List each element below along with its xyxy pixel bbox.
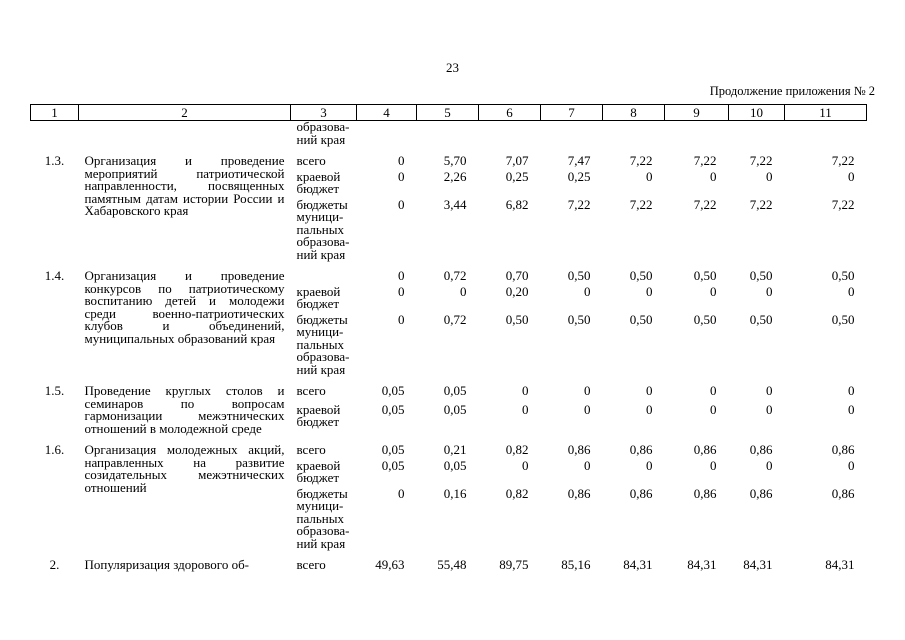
item-description: Организация молодежных акций, направленных на развитие созидательных межэтнических отношений (84, 442, 285, 495)
carry-over-row (31, 121, 867, 147)
value-cell: 0,86 (749, 442, 773, 457)
value-cell: 0,25 (505, 168, 529, 184)
funding-source: бюджеты муници- пальных образова- ний края (296, 485, 350, 551)
value-cell: 0,86 (567, 442, 591, 457)
item-number: 1.6. (44, 442, 65, 457)
value-cell: 0 (710, 457, 717, 473)
value-cell: 0 (710, 401, 717, 417)
item-number: 1.3. (44, 153, 65, 168)
value-cell: 0,86 (831, 442, 855, 457)
item-number: 2. (49, 557, 60, 572)
value-cell: 7,22 (629, 153, 653, 168)
value-cell: 0 (584, 283, 591, 299)
value-cell: 0,86 (567, 485, 591, 501)
value-cell: 0,72 (443, 311, 467, 327)
value-cell: 0,05 (443, 383, 467, 398)
value-cell: 0 (766, 457, 773, 473)
value-cell: 0,20 (505, 283, 529, 299)
value-cell: 0 (766, 383, 773, 398)
value-cell: 7,22 (629, 196, 653, 212)
item-description: Популяризация здорового об- (84, 557, 250, 572)
value-cell: 0,05 (443, 457, 467, 473)
header-cell-6: 6 (479, 105, 541, 121)
value-cell: 0,86 (629, 442, 653, 457)
value-cell: 0,86 (629, 485, 653, 501)
value-cell: 0 (398, 268, 405, 283)
value-cell: 0,86 (749, 485, 773, 501)
value-cell: 0 (848, 283, 855, 299)
value-cell: 49,63 (375, 557, 405, 572)
value-cell: 84,31 (825, 557, 855, 572)
empty-cell (665, 121, 729, 147)
value-cell: 0,05 (381, 383, 405, 398)
funding-source: краевой бюджет (296, 401, 341, 430)
value-cell: 0,21 (443, 442, 467, 457)
value-cell: 0,50 (693, 268, 717, 283)
header-cell-3: 3 (291, 105, 357, 121)
value-cell: 0,50 (505, 311, 529, 327)
value-cell: 0,86 (693, 485, 717, 501)
value-cell: 0 (710, 168, 717, 184)
table-body (31, 121, 867, 572)
funding-source: всего (296, 557, 326, 572)
value-cell: 0 (398, 485, 405, 501)
value-cell: 0,50 (629, 268, 653, 283)
value-cell: 0 (848, 401, 855, 417)
value-cell: 0 (646, 283, 653, 299)
funding-source: краевой бюджет (296, 168, 341, 196)
value-cell: 7,22 (567, 196, 591, 212)
value-cell: 0 (646, 401, 653, 417)
funding-source (291, 267, 357, 283)
value-cell: 0 (522, 383, 529, 398)
value-cell: 85,16 (561, 557, 591, 572)
value-cell: 0 (398, 311, 405, 327)
funding-source: краевой бюджет (296, 457, 341, 485)
item-description: Проведение круглых столов и семинаров по вопросам гармонизации межэтнических отношений в молодежной среде (84, 383, 285, 436)
value-cell: 0,05 (381, 442, 405, 457)
empty-cell (79, 121, 291, 147)
table-row (31, 556, 867, 572)
funding-source: бюджеты муници- пальных образова- ний края (296, 196, 350, 262)
value-cell: 0 (848, 168, 855, 184)
value-cell: 0,86 (693, 442, 717, 457)
value-cell: 0,82 (505, 485, 529, 501)
value-cell: 84,31 (687, 557, 717, 572)
item-description: Организация и проведение мероприятий патриотической направленности, посвященных памятным датам истории России и Хабаровского края (84, 153, 285, 218)
empty-cell (417, 121, 479, 147)
value-cell: 0 (398, 168, 405, 184)
value-cell: 7,22 (831, 196, 855, 212)
header-cell-9: 9 (665, 105, 729, 121)
value-cell: 0,05 (381, 457, 405, 473)
value-cell: 0,50 (831, 311, 855, 327)
value-cell: 0,16 (443, 485, 467, 501)
value-cell: 0,50 (749, 311, 773, 327)
funding-source: всего (296, 442, 326, 457)
value-cell: 7,22 (749, 153, 773, 168)
value-cell: 0 (398, 283, 405, 299)
continuation-note: Продолжение приложения № 2 (709, 84, 875, 98)
empty-cell (31, 121, 79, 147)
empty-cell (357, 121, 417, 147)
value-cell: 0 (766, 168, 773, 184)
value-cell: 0 (584, 383, 591, 398)
header-cell-7: 7 (541, 105, 603, 121)
header-cell-5: 5 (417, 105, 479, 121)
header-cell-10: 10 (729, 105, 785, 121)
value-cell: 89,75 (499, 557, 529, 572)
empty-cell (541, 121, 603, 147)
value-cell: 0,50 (567, 268, 591, 283)
value-cell: 0 (766, 401, 773, 417)
value-cell: 2,26 (443, 168, 467, 184)
value-cell: 7,22 (831, 153, 855, 168)
value-cell: 7,22 (749, 196, 773, 212)
value-cell: 0 (398, 153, 405, 168)
header-cell-1: 1 (31, 105, 79, 121)
value-cell: 0 (398, 196, 405, 212)
value-cell: 0 (710, 283, 717, 299)
table-row (31, 152, 867, 168)
value-cell: 0,05 (443, 401, 467, 417)
value-cell: 7,47 (567, 153, 591, 168)
value-cell: 7,07 (505, 153, 529, 168)
value-cell: 84,31 (623, 557, 653, 572)
value-cell: 0,50 (831, 268, 855, 283)
value-cell: 0 (646, 457, 653, 473)
page-number: 23 (446, 60, 459, 75)
table-row (31, 382, 867, 401)
value-cell: 0,05 (381, 401, 405, 417)
value-cell: 0,82 (505, 442, 529, 457)
value-cell: 0 (522, 401, 529, 417)
empty-cell (479, 121, 541, 147)
carry-over-source: образова- ний края (296, 119, 350, 147)
item-number: 1.4. (44, 268, 65, 283)
value-cell: 84,31 (743, 557, 773, 572)
value-cell: 0,50 (749, 268, 773, 283)
empty-cell (729, 121, 785, 147)
value-cell: 0,70 (505, 268, 529, 283)
funding-source: всего (296, 383, 326, 398)
value-cell: 0 (848, 383, 855, 398)
value-cell: 0 (522, 457, 529, 473)
value-cell: 0 (766, 283, 773, 299)
table-row (31, 441, 867, 457)
value-cell: 6,82 (505, 196, 529, 212)
value-cell: 0 (584, 457, 591, 473)
value-cell: 0,72 (443, 268, 467, 283)
empty-cell (785, 121, 867, 147)
funding-source: всего (296, 153, 326, 168)
value-cell: 0 (460, 283, 467, 299)
item-description: Организация и проведение конкурсов по патриотическому воспитанию детей и молодежи среди военно-патриотических клубов и объединений, муниципальных образований края (84, 268, 285, 346)
table-row (31, 267, 867, 283)
value-cell: 0,50 (629, 311, 653, 327)
funding-source: краевой бюджет (296, 283, 341, 311)
value-cell: 55,48 (437, 557, 467, 572)
value-cell: 7,22 (693, 153, 717, 168)
value-cell: 0 (646, 168, 653, 184)
value-cell: 0,86 (831, 485, 855, 501)
value-cell: 0 (710, 383, 717, 398)
value-cell: 3,44 (443, 196, 467, 212)
header-cell-8: 8 (603, 105, 665, 121)
header-cell-2: 2 (79, 105, 291, 121)
value-cell: 7,22 (693, 196, 717, 212)
value-cell: 0,50 (693, 311, 717, 327)
value-cell: 0 (848, 457, 855, 473)
header-row (31, 105, 867, 121)
value-cell: 5,70 (443, 153, 467, 168)
value-cell: 0,50 (567, 311, 591, 327)
header-cell-11: 11 (785, 105, 867, 121)
value-cell: 0 (646, 383, 653, 398)
item-number: 1.5. (44, 383, 65, 398)
budget-table (30, 104, 867, 572)
funding-source: бюджеты муници- пальных образова- ний края (296, 311, 350, 377)
header-cell-4: 4 (357, 105, 417, 121)
value-cell: 0,25 (567, 168, 591, 184)
value-cell: 0 (584, 401, 591, 417)
empty-cell (603, 121, 665, 147)
